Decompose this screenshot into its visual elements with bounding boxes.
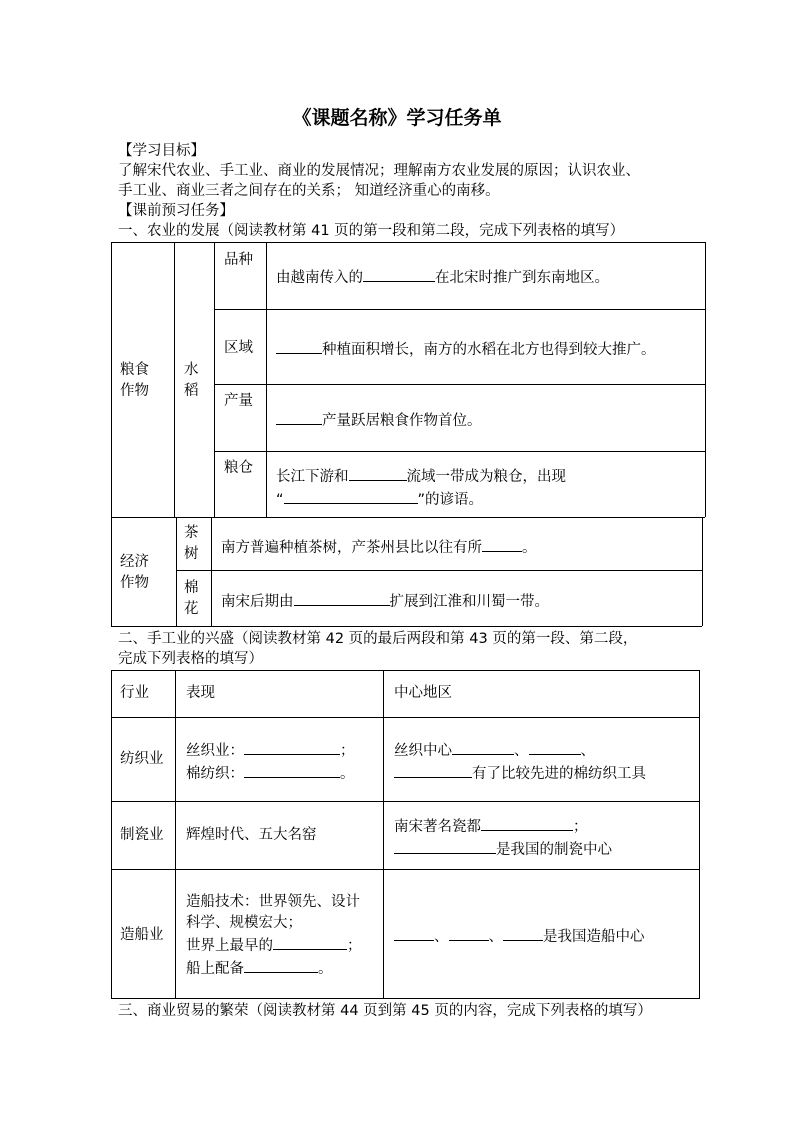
cotton-label: 棉 花 [184, 580, 199, 617]
row-yield-text: 产量跃居粮食作物首位。 [276, 409, 482, 432]
blank-field[interactable] [394, 838, 496, 854]
cotton-text: 南宋后期由 扩展到江淮和川蜀一带。 [221, 590, 549, 613]
objectives-line-2: 手工业、商业三者之间存在的关系； 知道经济重心的南移。 [118, 183, 500, 199]
preview-heading: 【课前预习任务】 [118, 203, 234, 219]
blank-field[interactable] [349, 465, 407, 481]
section2-heading-1: 二、手工业的兴盛（阅读教材第 42 页的最后两段和第 43 页的第一段、第二段， [118, 631, 638, 647]
row-variety-label: 品种 [224, 252, 253, 268]
row-region-text: 种植面积增长，南方的水稻在北方也得到较大推广。 [276, 338, 656, 361]
ship-center: 、 、 是我国造船中心 [394, 925, 645, 948]
objectives-line-1: 了解宋代农业、手工业、商业的发展情况；理解南方农业发展的原因；认识农业、 [118, 163, 640, 179]
section1-heading: 一、农业的发展（阅读教材第 41 页的第一段和第二段，完成下列表格的填写） [118, 223, 625, 239]
blank-field[interactable] [244, 739, 340, 755]
blank-field[interactable] [449, 925, 489, 941]
grain-label: 粮食 作物 [120, 362, 149, 399]
row-granary-label: 粮仓 [224, 460, 253, 476]
objectives-heading: 【学习目标】 [118, 143, 205, 159]
tea-text: 南方普遍种植茶树，产茶州县比以往有所 。 [221, 536, 537, 559]
rice-label: 水 稻 [184, 362, 199, 399]
textile-center: 丝织中心 、 、 有了比较先进的棉纺织工具 [394, 739, 646, 785]
header-industry: 行业 [120, 685, 149, 701]
economic-crops-label: 经济 作物 [120, 554, 149, 591]
ship-desc: 造船技术：世界领先、设计 科学、规模宏大； 世界上最早的 ； 船上配备 。 [186, 894, 362, 977]
blank-field[interactable] [276, 338, 322, 354]
porcelain-desc: 辉煌时代、五大名窑 [186, 827, 317, 843]
blank-field[interactable] [244, 957, 318, 973]
row-granary-text: 长江下游和 流域一带成为粮仓，出现 “ ”的谚语。 [276, 465, 566, 511]
row-yield-label: 产量 [224, 393, 253, 409]
porcelain-name: 制瓷业 [120, 827, 164, 843]
ship-name: 造船业 [120, 927, 164, 943]
blank-field[interactable] [529, 739, 581, 755]
tea-label: 茶 树 [184, 525, 199, 562]
row-region-label: 区域 [224, 340, 253, 356]
blank-field[interactable] [503, 925, 543, 941]
section3-heading: 三、商业贸易的繁荣（阅读教材第 44 页到第 45 页的内容，完成下列表格的填写） [118, 1003, 652, 1019]
blank-field[interactable] [244, 762, 340, 778]
blank-field[interactable] [481, 815, 573, 831]
header-center: 中心地区 [394, 685, 452, 701]
blank-field[interactable] [276, 409, 322, 425]
header-performance: 表现 [186, 685, 215, 701]
blank-field[interactable] [294, 590, 390, 606]
blank-field[interactable] [273, 934, 347, 950]
textile-desc: 丝织业： ； 棉纺织： 。 [186, 739, 355, 785]
blank-field[interactable] [482, 536, 522, 552]
row-variety-text: 由越南传入的 在北宋时推广到东南地区。 [276, 266, 609, 289]
page-title: 《课题名称》学习任务单 [292, 107, 502, 129]
section2-heading-2: 完成下列表格的填写） [118, 651, 263, 667]
porcelain-center: 南宋著名瓷都 ； 是我国的制瓷中心 [394, 815, 612, 861]
textile-name: 纺织业 [120, 751, 164, 767]
blank-field[interactable] [394, 925, 434, 941]
blank-field[interactable] [363, 266, 435, 282]
blank-field[interactable] [394, 762, 472, 778]
blank-field[interactable] [284, 488, 418, 504]
blank-field[interactable] [452, 739, 514, 755]
